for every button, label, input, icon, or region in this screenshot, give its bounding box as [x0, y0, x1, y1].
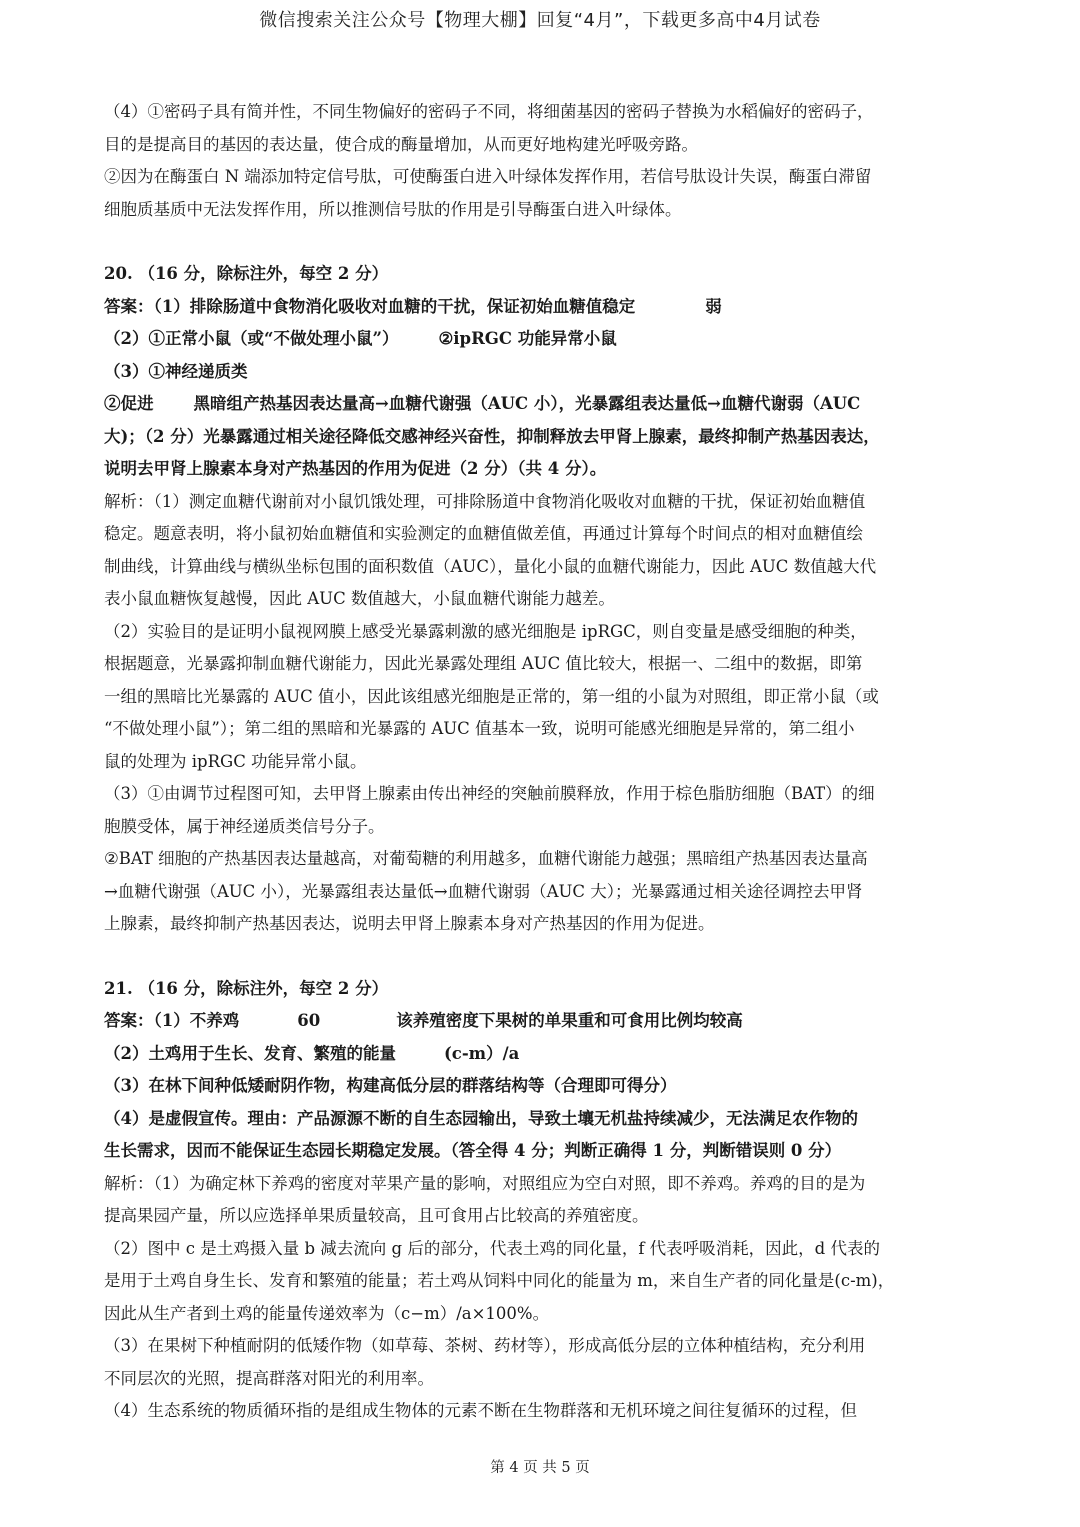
q20-explanation-line: 一组的黑暗比光暴露的 AUC 值小，因此该组感光细胞是正常的，第一组的小鼠为对照组，即正常小鼠（或 — [104, 686, 879, 706]
q21-answer-line — [104, 1005, 978, 1038]
q20-answer-line: （3）①神经递质类 — [104, 361, 248, 381]
q20-answer-1-blank: 弱 — [705, 296, 722, 316]
q20-answer-line: 说明去甲肾上腺素本身对产热基因的作用为促进（2 分）（共 4 分）。 — [104, 459, 607, 478]
q21-explanation-line: 解析：（1）为确定林下养鸡的密度对苹果产量的影响，对照组应为空白对照，即不养鸡。养鸡的目的是为 — [104, 1173, 866, 1193]
q21-explanation-line: （3）在果树下种植耐阴的低矮作物（如草莓、茶树、药材等），形成高低分层的立体种植结构，充分利用 — [104, 1336, 866, 1355]
q20-explanation-line: 上腺素，最终抑制产热基因表达，说明去甲肾上腺素本身对产热基因的作用为促进。 — [104, 914, 715, 933]
q21-explanation-line: 提高果园产量，所以应选择单果质量较高，且可食用占比较高的养殖密度。 — [104, 1206, 649, 1225]
q20-answer-line — [104, 291, 978, 324]
q21-answer-1b: 60 — [297, 1011, 321, 1030]
q20-explanation-line: 胞膜受体，属于神经递质类信号分子。 — [104, 816, 385, 836]
q20-explanation-line: 根据题意，光暴露抑制血糖代谢能力，因此光暴露处理组 AUC 值比较大，根据一、二组中的数据，即第 — [104, 654, 863, 673]
q21-answer-1a: 答案：（1）不养鸡 — [104, 1011, 240, 1030]
sec19-line: 目的是提高目的基因的表达量，使合成的酶量增加，从而更好地构建光呼吸旁路。 — [104, 134, 698, 154]
page-number: 第 4 页 共 5 页 — [490, 1460, 590, 1476]
q20-answer-2a: （2）①正常小鼠（或“不做处理小鼠”） — [104, 329, 399, 348]
q20-answer-4a: ②促进 — [104, 394, 154, 413]
q21-answer-line: 生长需求，因而不能保证生态园长期稳定发展。（答全得 4 分；判断正确得 1 分，判断错误则 0 分） — [104, 1141, 842, 1160]
q21-answer-2b: (c-m）/a — [443, 1043, 520, 1063]
q20-explanation-line: 稳定。题意表明，将小鼠初始血糖值和实验测定的血糖值做差值，再通过计算每个时间点的相对血糖值绘 — [104, 524, 863, 543]
q20-answer-line — [104, 388, 978, 421]
q21-answer-2a: （2）土鸡用于生长、发育、繁殖的能量 — [104, 1043, 396, 1063]
q21-explanation-line: 因此从生产者到土鸡的能量传递效率为（c−m）/a×100%。 — [104, 1303, 550, 1323]
q20-answer-line: 大)；（2 分）光暴露通过相关途径降低交感神经兴奋性，抑制释放去甲肾上腺素，最终抑制产热基因表达， — [104, 426, 880, 446]
q20-explanation-line: （3）①由调节过程图可知，去甲肾上腺素由传出神经的突触前膜释放，作用于棕色脂肪细胞（BAT）的细 — [104, 784, 875, 803]
q20-explanation-line: ②BAT 细胞的产热基因表达量越高，对葡萄糖的利用越多，血糖代谢能力越强；黑暗组产热基因表达量高 — [104, 849, 868, 868]
q20-answer-4b: 黑暗组产热基因表达量高→血糖代谢强（AUC 小），光暴露组表达量低→血糖代谢弱（AUC — [193, 394, 861, 413]
q21-answer-line — [104, 1038, 978, 1071]
q21-header: 21. （16 分，除标注外，每空 2 分） — [104, 978, 389, 998]
q20-explanation-line: 解析：（1）测定血糖代谢前对小鼠饥饿处理，可排除肠道中食物消化吸收对血糖的干扰，保证初始血糖值 — [104, 491, 866, 511]
answer-content — [104, 96, 978, 1428]
q20-explanation-line: （2）实验目的是证明小鼠视网膜上感受光暴露刺激的感光细胞是 ipRGC，则自变量是感受细胞的种类， — [104, 621, 867, 641]
sec19-line: （4）①密码子具有简并性，不同生物偏好的密码子不同，将细菌基因的密码子替换为水稻偏好的密码子， — [104, 102, 874, 121]
q20-explanation-line: 表小鼠血糖恢复越慢，因此 AUC 数值越大，小鼠血糖代谢能力越差。 — [104, 589, 615, 608]
q20-header: 20. （16 分，除标注外，每空 2 分） — [104, 264, 389, 283]
q21-explanation-line: 是用于土鸡自身生长、发育和繁殖的能量；若土鸡从饲料中同化的能量为 m，来自生产者的同化量是(c-m)， — [104, 1271, 895, 1290]
page-banner: 微信搜索关注公众号【物理大棚】回复“4月”，下载更多高中4月试卷 — [259, 10, 821, 31]
q20-answer-line — [104, 323, 978, 356]
q21-explanation-line: （4）生态系统的物质循环指的是组成生物体的元素不断在生物群落和无机环境之间往复循环的过程，但 — [104, 1401, 857, 1420]
q20-explanation-line: 鼠的处理为 ipRGC 功能异常小鼠。 — [104, 751, 367, 771]
q20-answer-2b: ②ipRGC 功能异常小鼠 — [438, 329, 617, 348]
sec19-line: 细胞质基质中无法发挥作用，所以推测信号肽的作用是引导酶蛋白进入叶绿体。 — [104, 199, 682, 219]
q21-explanation-line: 不同层次的光照，提高群落对阳光的利用率。 — [104, 1368, 434, 1388]
q21-answer-1c: 该养殖密度下果树的单果重和可食用比例均较高 — [396, 1011, 743, 1030]
q21-explanation-line: （2）图中 c 是土鸡摄入量 b 减去流向 g 后的部分，代表土鸡的同化量，f 代表呼吸消耗，因此，d 代表的 — [104, 1238, 880, 1258]
q21-answer-line: （3）在林下间种低矮耐阴作物，构建高低分层的群落结构等（合理即可得分） — [104, 1076, 677, 1095]
q20-explanation-line: “不做处理小鼠”）；第二组的黑暗和光暴露的 AUC 值基本一致，说明可能感光细胞是异常的，第二组小 — [104, 719, 855, 738]
sec19-line: ②因为在酶蛋白 N 端添加特定信号肽，可使酶蛋白进入叶绿体发挥作用，若信号肽设计失误，酶蛋白滞留 — [104, 167, 872, 186]
q20-answer-1: 答案：（1）排除肠道中食物消化吸收对血糖的干扰，保证初始血糖值稳定 — [104, 296, 636, 316]
q20-explanation-line: 制曲线，计算曲线与横纵坐标包围的面积数值（AUC），量化小鼠的血糖代谢能力，因此 AUC 数值越大代 — [104, 556, 877, 576]
q20-explanation-line: →血糖代谢强（AUC 小），光暴露组表达量低→血糖代谢弱（AUC 大）；光暴露通过相关途径调控去甲肾 — [104, 881, 863, 901]
q21-answer-line: （4）是虚假宣传。理由：产品源源不断的自生态园输出，导致土壤无机盐持续减少，无法满足农作物的 — [104, 1108, 858, 1128]
